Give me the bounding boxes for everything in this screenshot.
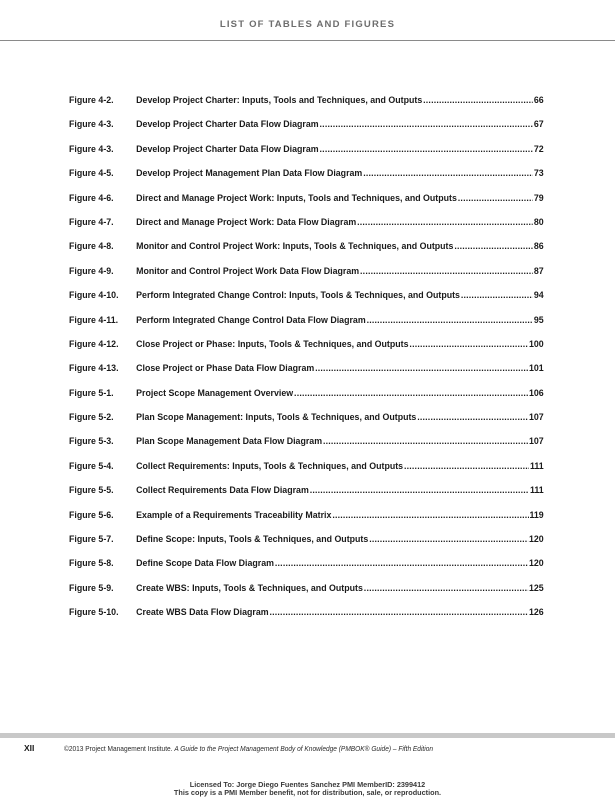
figure-number: Figure 4-9. <box>69 265 114 277</box>
dot-leader <box>364 583 528 594</box>
book-title: A Guide to the Project Management Body of Knowledge (PMBOK® Guide) – Fifth Edition <box>174 744 434 753</box>
figure-entry[interactable] <box>69 290 544 314</box>
figure-number: Figure 4-3. <box>69 119 114 131</box>
figure-title: Develop Project Charter: Inputs, Tools and Techniques, and Outputs <box>136 95 423 106</box>
figure-entry[interactable] <box>69 95 544 119</box>
dot-leader <box>458 193 533 204</box>
figure-title: Close Project or Phase Data Flow Diagram <box>136 363 315 375</box>
figure-number: Figure 4-6. <box>69 192 114 204</box>
figure-title: Develop Project Charter Data Flow Diagram <box>136 143 319 155</box>
figure-title: Collect Requirements Data Flow Diagram <box>136 485 309 497</box>
figure-number: Figure 5-1. <box>69 387 114 399</box>
license-line-2: This copy is a PMI Member benefit, not for distribution, sale, or reproduction. <box>173 788 442 797</box>
figure-entry[interactable] <box>69 193 544 217</box>
dot-leader <box>357 217 533 228</box>
dot-leader <box>369 534 528 545</box>
figure-number: Figure 4-3. <box>69 143 114 155</box>
figure-entry[interactable] <box>69 534 544 558</box>
figure-title: Monitor and Control Project Work Data Flow Diagram <box>136 265 360 277</box>
copyright-text: ©2013 Project Management Institute. <box>64 744 175 753</box>
figure-entry[interactable] <box>69 266 544 290</box>
page-number: 72 <box>533 143 544 155</box>
figure-number: Figure 4-7. <box>69 216 114 228</box>
page-number: 107 <box>528 436 544 448</box>
figure-entry[interactable] <box>69 363 544 387</box>
figure-entry[interactable] <box>69 436 544 460</box>
figure-title: Collect Requirements: Inputs, Tools & Techniques, and Outputs <box>136 460 404 472</box>
page-number: 94 <box>533 290 544 302</box>
figure-entry[interactable] <box>69 485 544 509</box>
page-number: 79 <box>533 192 544 204</box>
figure-title: Define Scope: Inputs, Tools & Techniques, and Outputs <box>136 534 369 546</box>
dot-leader <box>417 412 528 423</box>
figure-number: Figure 4-11. <box>69 314 119 326</box>
page-number: 107 <box>528 412 544 424</box>
dot-leader <box>275 558 528 569</box>
page-number: 111 <box>529 460 544 472</box>
figure-title: Create WBS: Inputs, Tools & Techniques, and Outputs <box>136 582 363 594</box>
page-number: 66 <box>533 95 544 106</box>
figure-entry[interactable] <box>69 168 544 192</box>
dot-leader <box>320 144 533 155</box>
figure-number: Figure 5-5. <box>69 485 114 497</box>
page-folio: XII <box>24 743 35 753</box>
page-number: 126 <box>528 607 544 619</box>
figure-title: Close Project or Phase: Inputs, Tools & Techniques, and Outputs <box>136 338 409 350</box>
dot-leader <box>409 339 528 350</box>
figure-entry[interactable] <box>69 315 544 339</box>
figure-title: Define Scope Data Flow Diagram <box>136 558 274 570</box>
figure-entry[interactable] <box>69 461 544 485</box>
footer-band <box>0 733 615 738</box>
dot-leader <box>461 290 533 301</box>
license-notice <box>0 781 615 797</box>
figure-entry[interactable] <box>69 144 544 168</box>
figure-list <box>69 95 544 632</box>
figure-number: Figure 4-10. <box>69 290 119 302</box>
page-number: 95 <box>533 314 544 326</box>
figure-title: Monitor and Control Project Work: Inputs, Tools & Techniques, and Outputs <box>136 241 454 253</box>
figure-title: Project Scope Management Overview <box>136 387 294 399</box>
figure-entry[interactable] <box>69 217 544 241</box>
header-rule <box>0 40 615 41</box>
figure-number: Figure 5-10. <box>69 607 119 619</box>
figure-entry[interactable] <box>69 388 544 412</box>
figure-entry[interactable] <box>69 607 544 631</box>
page-number: 111 <box>529 485 544 497</box>
figure-title: Direct and Manage Project Work: Data Flow Diagram <box>136 216 357 228</box>
figure-title: Plan Scope Management: Inputs, Tools & Techniques, and Outputs <box>136 412 417 424</box>
figure-entry[interactable] <box>69 241 544 265</box>
page-number: 106 <box>528 387 544 399</box>
figure-title: Example of a Requirements Traceability Matrix <box>136 509 332 521</box>
figure-entry[interactable] <box>69 558 544 582</box>
page-number: 125 <box>528 582 544 594</box>
page-number: 101 <box>528 363 544 375</box>
figure-title: Perform Integrated Change Control Data Flow Diagram <box>136 314 366 326</box>
figure-entry[interactable] <box>69 412 544 436</box>
figure-number: Figure 4-2. <box>69 95 114 106</box>
dot-leader <box>454 241 533 252</box>
page-number: 119 <box>529 509 544 521</box>
figure-title: Perform Integrated Change Control: Inputs, Tools & Techniques, and Outputs <box>136 290 460 302</box>
figure-number: Figure 5-6. <box>69 509 114 521</box>
dot-leader <box>363 168 533 179</box>
figure-number: Figure 5-7. <box>69 534 114 546</box>
figure-entry[interactable] <box>69 510 544 534</box>
dot-leader <box>367 315 533 326</box>
figure-number: Figure 4-13. <box>69 363 119 375</box>
running-header: LIST OF TABLES AND FIGURES <box>219 19 396 30</box>
page-number: 120 <box>528 558 544 570</box>
dot-leader <box>320 119 533 130</box>
figure-number: Figure 4-12. <box>69 338 119 350</box>
figure-title: Direct and Manage Project Work: Inputs, Tools and Techniques, and Outputs <box>136 192 457 204</box>
dot-leader <box>310 485 529 496</box>
dot-leader <box>404 461 529 472</box>
dot-leader <box>323 436 528 447</box>
figure-number: Figure 4-5. <box>69 168 114 180</box>
figure-number: Figure 5-8. <box>69 558 114 570</box>
dot-leader <box>315 363 528 374</box>
dot-leader <box>423 95 533 106</box>
figure-entry[interactable] <box>69 583 544 607</box>
copyright-line <box>64 744 433 753</box>
page-number: 87 <box>533 265 544 277</box>
figure-title: Create WBS Data Flow Diagram <box>136 607 269 619</box>
figure-number: Figure 5-2. <box>69 412 114 424</box>
page-number: 67 <box>533 119 544 131</box>
dot-leader <box>332 510 528 521</box>
figure-entry[interactable] <box>69 339 544 363</box>
dot-leader <box>294 388 528 399</box>
figure-number: Figure 5-3. <box>69 436 114 448</box>
figure-number: Figure 4-8. <box>69 241 114 253</box>
figure-number: Figure 5-9. <box>69 582 114 594</box>
dot-leader <box>360 266 533 277</box>
figure-title: Develop Project Management Plan Data Flow Diagram <box>136 168 363 180</box>
figure-entry[interactable] <box>69 119 544 143</box>
page-number: 86 <box>533 241 544 253</box>
figure-title: Develop Project Charter Data Flow Diagram <box>136 119 319 131</box>
dot-leader <box>270 607 529 618</box>
license-line-1: Licensed To: Jorge Diego Fuentes Sanchez PMI MemberID: 2399412 <box>189 780 426 789</box>
page-number: 100 <box>528 338 544 350</box>
figure-title: Plan Scope Management Data Flow Diagram <box>136 436 323 448</box>
page-number: 120 <box>528 534 544 546</box>
page-number: 80 <box>533 216 544 228</box>
figure-number: Figure 5-4. <box>69 460 114 472</box>
page-number: 73 <box>533 168 544 180</box>
